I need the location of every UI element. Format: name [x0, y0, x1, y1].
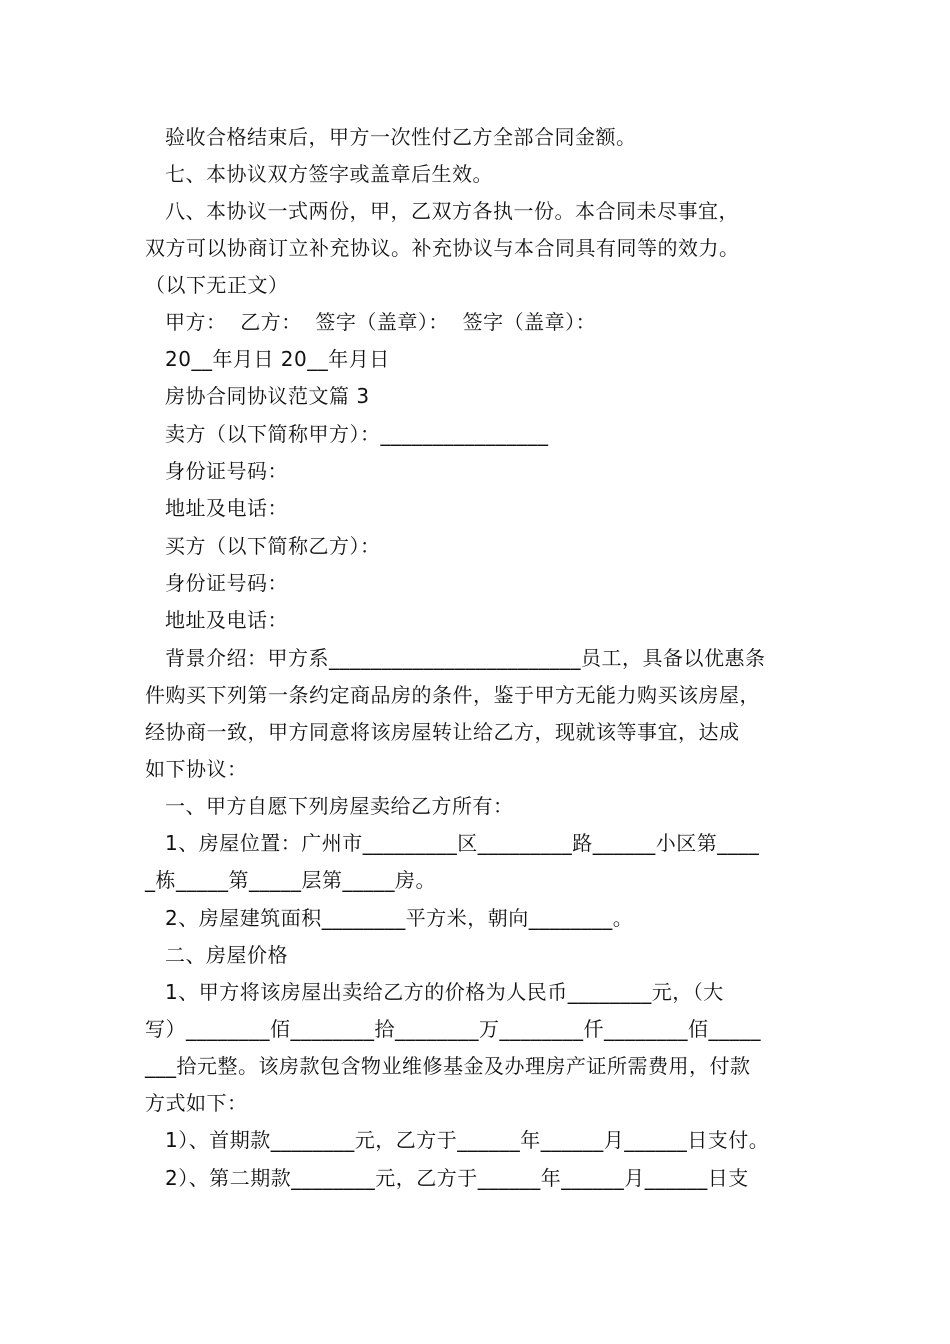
text-line: 件购买下列第一条约定商品房的条件，鉴于甲方无能力购买该房屋， [145, 683, 760, 707]
text-line: 写）________佰________拾________万________仟________佰_____ [145, 1017, 761, 1041]
text-line: 身份证号码： [165, 571, 288, 595]
text-line: 方式如下： [145, 1091, 248, 1115]
text-line: 2）、第二期款________元，乙方于______年______月______日支 [165, 1166, 749, 1190]
text-line: 地址及电话： [165, 608, 288, 632]
text-line: 买方（以下简称乙方）： [165, 534, 381, 558]
text-line: 如下协议： [145, 757, 248, 781]
text-line: 卖方（以下简称甲方）：________________ [165, 422, 549, 446]
text-line: 二、房屋价格 [165, 943, 288, 967]
text-line: 经协商一致，甲方同意将该房屋转让给乙方，现就该等事宜，达成 [145, 720, 740, 744]
text-line: 八、本协议一式两份，甲，乙双方各执一份。本合同未尽事宜， [165, 199, 739, 223]
text-line: _栋_____第_____层第_____房。 [145, 868, 436, 892]
text-line: 1、房屋位置：广州市_________区_________路______小区第____ [165, 831, 760, 855]
text-line: 1）、首期款________元，乙方于______年______月______日支付。 [165, 1128, 770, 1152]
text-line: 1、甲方将该房屋出卖给乙方的价格为人民币________元，（大 [165, 980, 724, 1004]
text-line: 甲方： 乙方： 签字（盖章）： 签字（盖章）： [165, 310, 597, 334]
text-line: ___拾元整。该房款包含物业维修基金及办理房产证所需费用，付款 [145, 1054, 751, 1078]
text-line: 身份证号码： [165, 459, 288, 483]
text-line: 一、甲方自愿下列房屋卖给乙方所有： [165, 794, 514, 818]
text-line: 双方可以协商订立补充协议。补充协议与本合同具有同等的效力。 [145, 236, 740, 260]
text-line: 20__年月日 20__年月日 [165, 347, 390, 371]
text-line: 地址及电话： [165, 496, 288, 520]
text-line: 背景介绍：甲方系________________________员工，具备以优惠条 [165, 646, 766, 670]
text-line: 验收合格结束后，甲方一次性付乙方全部合同金额。 [165, 125, 637, 149]
section-heading: 房协合同协议范文篇 3 [165, 384, 370, 408]
text-line: （以下无正文） [145, 273, 289, 297]
text-line: 2、房屋建筑面积________平方米，朝向________。 [165, 906, 634, 930]
text-line: 七、本协议双方签字或盖章后生效。 [165, 162, 493, 186]
